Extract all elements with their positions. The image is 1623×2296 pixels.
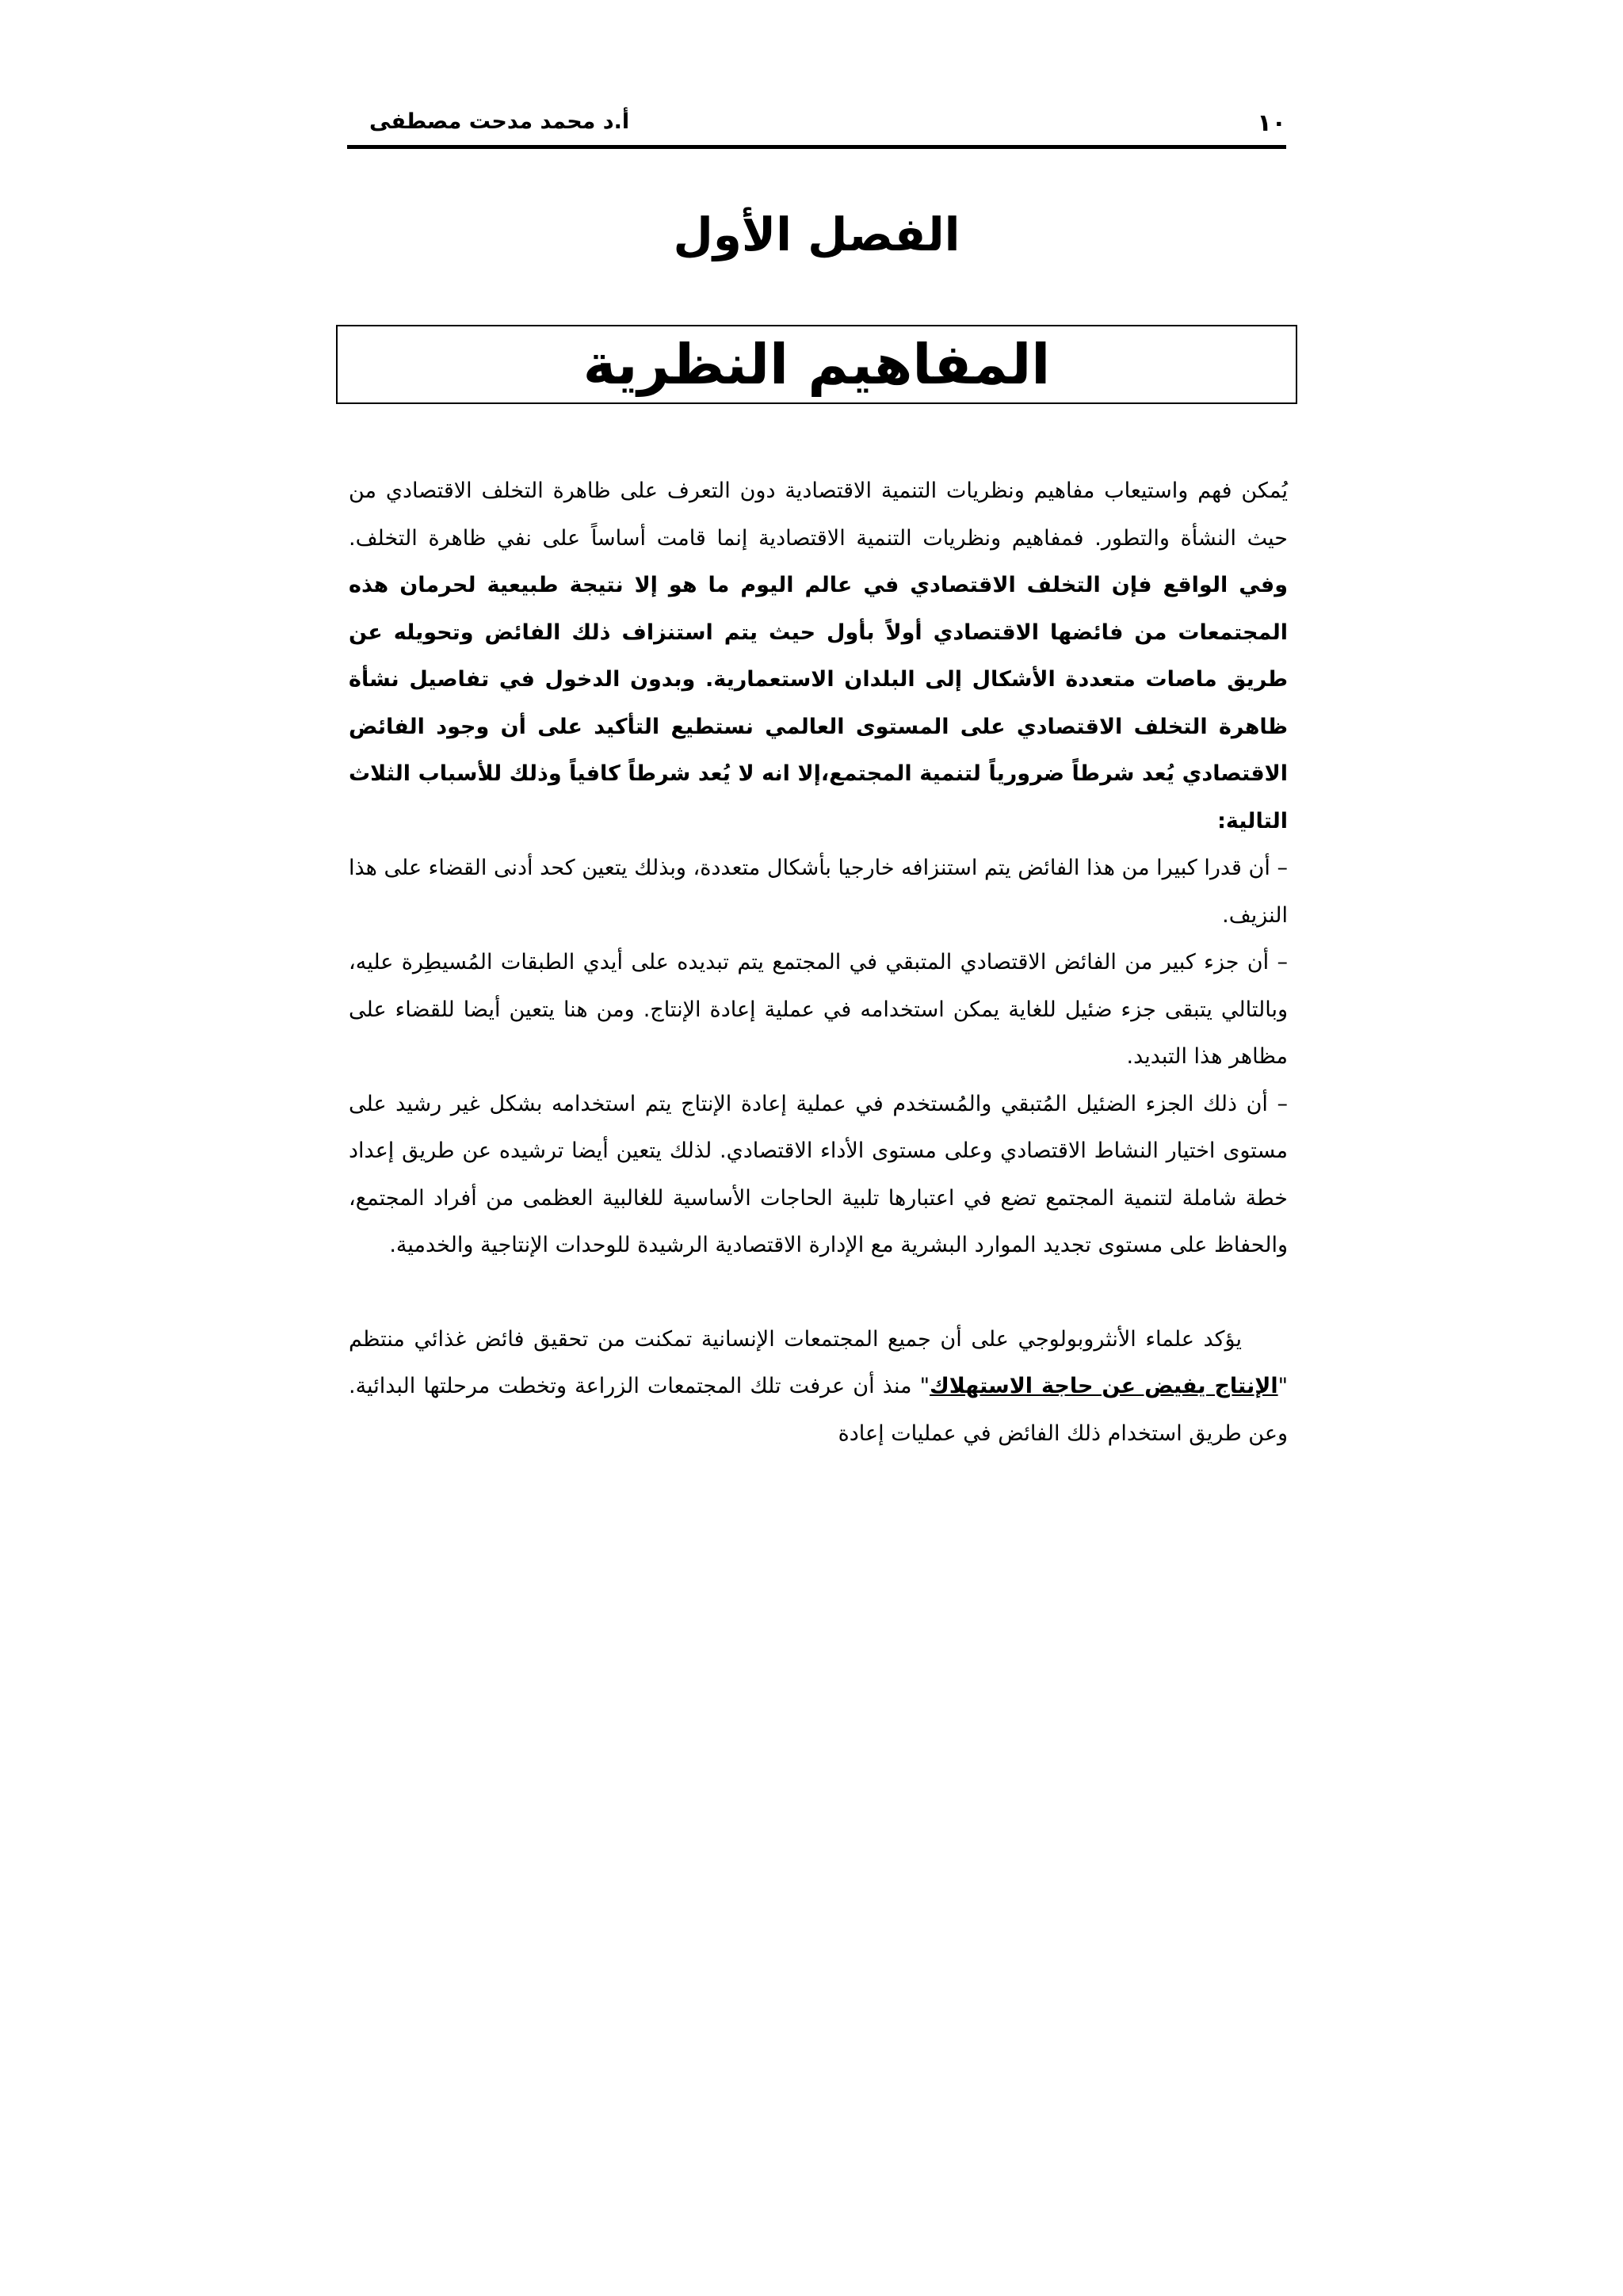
intro-plain-text: يُمكن فهم واستيعاب مفاهيم ونظريات التنمية الاقتصادية دون التعرف على ظاهرة التخلف الاقتصادي من حيث النشأة والتطور. فمفاهيم ونظريات التنمية الاقتصادية إنما قامت أساساً على نفي ظاهرة التخلف.: [349, 479, 1288, 551]
paragraph-gap: [349, 1269, 1288, 1316]
intro-bold-text: وفي الواقع فإن التخلف الاقتصادي في عالم اليوم ما هو إلا نتيجة طبيعية لحرمان هذه المجتمعات من فائضها الاقتصادي أولاً بأول حيث يتم استنزاف ذلك الفائض وتحويله عن طريق ماصات متعددة الأشكال إلى البلدان الاستعمارية. وبدون الدخول في تفاصيل نشأة ظاهرة التخلف الاقتصادي على المستوى العالمي نستطيع التأكيد على أن وجود الفائض الاقتصادي يُعد شرطاً ضرورياً لتنمية المجتمع،إلا انه لا يُعد شرطاً كافياً وذلك للأسباب الثلاث التالية:: [349, 573, 1288, 833]
reason-1: – أن قدرا كبيرا من هذا الفائض يتم استنزافه خارجيا بأشكال متعددة، وبذلك يتعين كحد أدنى القضاء على هذا النزيف.: [349, 856, 1288, 928]
author-name: أ.د محمد مدحت مصطفى: [369, 109, 630, 134]
reason-2: – أن جزء كبير من الفائض الاقتصادي المتبقي في المجتمع يتم تبديده على أيدي الطبقات المُسيطِرة عليه، وبالتالي يتبقى جزء ضئيل للغاية يمكن استخدامه في عملية إعادة الإنتاج. ومن هنا يتعين أيضا للقضاء على مظاهر هذا التبديد.: [349, 950, 1288, 1069]
chapter-title-box: [336, 325, 1297, 404]
intro-paragraph: [349, 467, 1288, 845]
para2-after: " منذ أن عرفت تلك المجتمعات الزراعة وتخطت مرحلتها البدائية. وعن طريق استخدام ذلك الفائض في عمليات إعادة: [349, 1374, 1288, 1446]
para2-quote: الإنتاج يفيض عن حاجة الاستهلاك: [930, 1374, 1278, 1398]
header-rule: [347, 145, 1286, 149]
para2-before: يؤكد علماء الأنثروبولوجي على أن جميع المجتمعات الإنسانية تمكنت من تحقيق فائض غذائي منتظم ": [349, 1326, 1288, 1398]
page-number: ١٠: [1257, 109, 1286, 137]
paragraph-2: [349, 1316, 1288, 1458]
chapter-label: الفصل الأول: [673, 208, 960, 261]
chapter-title: المفاهيم النظرية: [582, 332, 1051, 397]
page-header: [347, 101, 1286, 149]
reason-3: – أن ذلك الجزء الضئيل المُتبقي والمُستخدم في عملية إعادة الإنتاج يتم استخدامه بشكل غير رشيد على مستوى اختيار النشاط الاقتصادي وعلى مستوى الأداء الاقتصادي. لذلك يتعين أيضا ترشيده عن طريق إعداد خطة شاملة لتنمية المجتمع تضع في اعتبارها تلبية الحاجات الأساسية للغالبية العظمى من أفراد المجتمع، والحفاظ على مستوى تجديد الموارد البشرية مع الإدارة الاقتصادية الرشيدة للوحدات الإنتاجية والخدمية.: [349, 1091, 1288, 1257]
body-text: [349, 467, 1288, 1457]
